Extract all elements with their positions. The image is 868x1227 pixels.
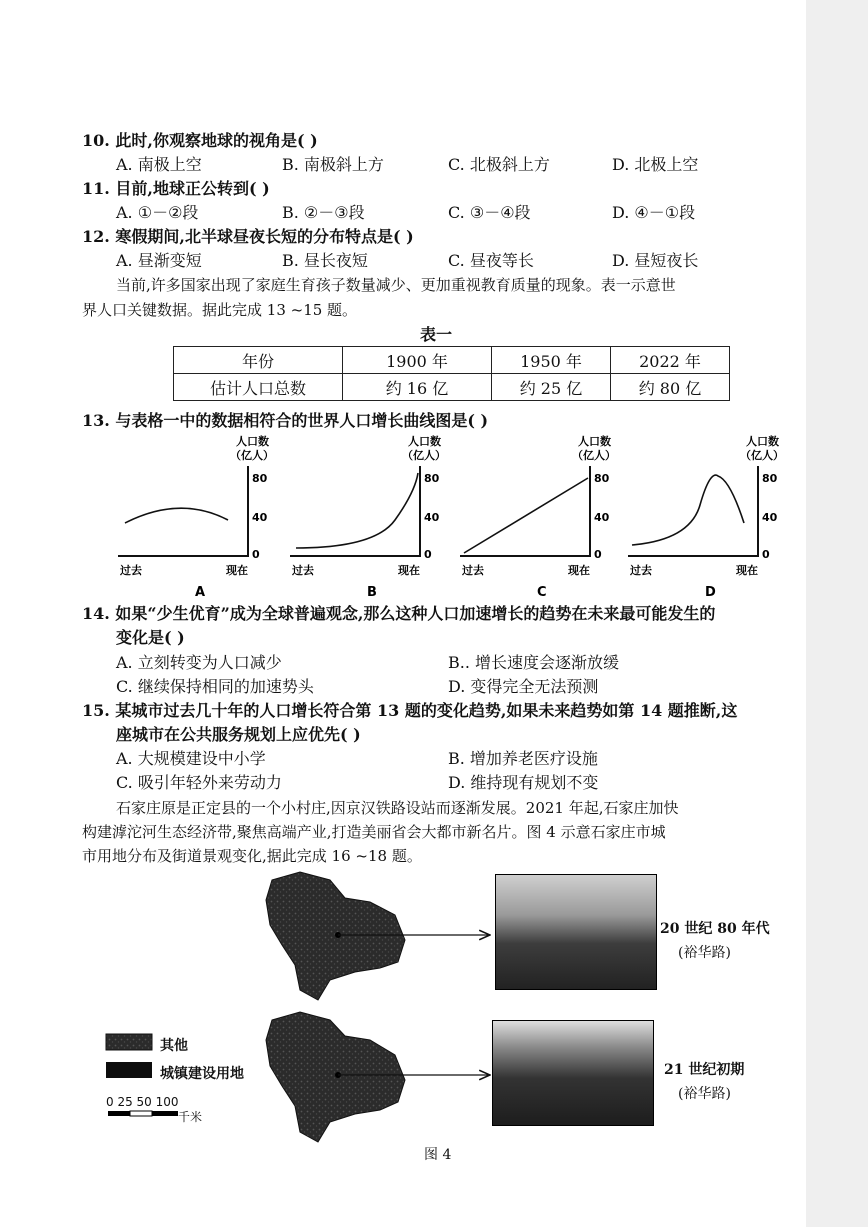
intro2-line1: 石家庄原是正定县的一个小村庄,因京汉铁路设站而逐渐发展。2021 年起,石家庄加快 — [116, 799, 679, 817]
table-cell: 约 25 亿 — [492, 374, 611, 401]
graph-yunit: （亿人） — [572, 449, 616, 462]
q11-option-a: A. ①－②段 — [116, 203, 199, 222]
intro1-line1: 当前,许多国家出现了家庭生育孩子数量减少、更加重视教育质量的现象。表一示意世 — [116, 276, 676, 294]
q11-option-c: C. ③－④段 — [448, 203, 531, 222]
graph-tick: 0 — [252, 548, 260, 561]
q11-stem: 11. 目前,地球正公转到( ) — [82, 179, 270, 198]
map-2000s — [266, 1012, 405, 1142]
q15-stem-line2: 座城市在公共服务规划上应优先( ) — [116, 725, 361, 744]
q13-stem: 13. 与表格一中的数据相符合的世界人口增长曲线图是( ) — [82, 411, 489, 430]
q10-option-a: A. 南极上空 — [116, 155, 202, 174]
photo-1980s-street — [495, 874, 657, 990]
table-cell: 2022 年 — [611, 347, 730, 374]
q12-option-a: A. 昼渐变短 — [116, 251, 202, 270]
q11-option-d: D. ④－①段 — [612, 203, 696, 222]
photo-2000s-street — [492, 1020, 654, 1126]
graph-yunit: （亿人） — [402, 449, 446, 462]
graph-tick: 40 — [252, 511, 268, 524]
legend-urban-label: 城镇建设用地 — [160, 1066, 244, 1082]
legend-swatch-urban — [106, 1062, 152, 1078]
table-cell: 估计人口总数 — [174, 374, 343, 401]
graph-tick: 0 — [594, 548, 602, 561]
q15-stem-line1: 15. 某城市过去几十年的人口增长符合第 13 题的变化趋势,如果未来趋势如第 14 题推断,这 — [82, 701, 738, 720]
caption-1980s-road: (裕华路) — [678, 945, 731, 961]
q12-option-c: C. 昼夜等长 — [448, 251, 534, 270]
q15-option-a: A. 大规模建设中小学 — [116, 749, 266, 768]
scale-bar — [108, 1111, 130, 1116]
graph-ylabel: 人口数 — [408, 435, 441, 448]
q10-option-b: B. 南极斜上方 — [282, 155, 384, 174]
graph-tick: 80 — [594, 472, 610, 485]
table-cell: 年份 — [174, 347, 343, 374]
graph-xstart: 过去 — [462, 564, 484, 577]
q12-option-b: B. 昼长夜短 — [282, 251, 368, 270]
graph-letter: C — [537, 585, 547, 600]
graph-tick: 0 — [762, 548, 770, 561]
intro2-line2: 构建滹沱河生态经济带,聚焦高端产业,打造美丽省会大都市新名片。图 4 示意石家庄市城 — [82, 823, 666, 841]
q10-option-d: D. 北极上空 — [612, 155, 699, 174]
intro2-line3: 市用地分布及街道景观变化,据此完成 16 ~18 题。 — [82, 847, 422, 865]
graph-tick: 40 — [594, 511, 610, 524]
caption-1980s: 20 世纪 80 年代 — [660, 921, 770, 937]
legend-other-label: 其他 — [160, 1038, 188, 1054]
graph-xend: 现在 — [226, 564, 248, 577]
scale-unit: 千米 — [178, 1110, 203, 1124]
q11-option-b: B. ②－③段 — [282, 203, 365, 222]
graph-tick: 80 — [252, 472, 268, 485]
graph-xstart: 过去 — [292, 564, 314, 577]
q15-option-b: B. 增加养老医疗设施 — [448, 749, 598, 768]
figure4-title: 图 4 — [424, 1147, 452, 1163]
q10-stem: 10. 此时,你观察地球的视角是( ) — [82, 131, 318, 150]
scale-label: 0 25 50 100 — [106, 1095, 179, 1109]
graph-yunit: （亿人） — [230, 449, 274, 462]
caption-2000s: 21 世纪初期 — [664, 1062, 745, 1078]
intro1-line2: 界人口关键数据。据此完成 13 ~15 题。 — [82, 301, 358, 319]
table-cell: 约 16 亿 — [343, 374, 492, 401]
graph-ylabel: 人口数 — [746, 435, 779, 448]
table-cell: 约 80 亿 — [611, 374, 730, 401]
q15-option-d: D. 维持现有规划不变 — [448, 773, 599, 792]
graph-tick: 0 — [424, 548, 432, 561]
q12-option-d: D. 昼短夜长 — [612, 251, 699, 270]
q14-option-b: B.. 增长速度会逐渐放缓 — [448, 653, 620, 672]
graph-xend: 现在 — [398, 564, 420, 577]
q14-option-c: C. 继续保持相同的加速势头 — [116, 677, 314, 696]
q14-stem-line1: 14. 如果“少生优育”成为全球普遍观念,那么这种人口加速增长的趋势在未来最可能发生的 — [82, 604, 716, 623]
graph-xend: 现在 — [736, 564, 758, 577]
graph-ylabel: 人口数 — [236, 435, 269, 448]
table1-title: 表一 — [420, 325, 453, 344]
caption-2000s-road: (裕华路) — [678, 1086, 731, 1102]
q12-stem: 12. 寒假期间,北半球昼夜长短的分布特点是( ) — [82, 227, 414, 246]
q10-option-c: C. 北极斜上方 — [448, 155, 550, 174]
graph-ylabel: 人口数 — [578, 435, 611, 448]
legend-swatch-other — [106, 1034, 152, 1050]
graph-letter: B — [367, 585, 377, 600]
q14-stem-line2: 变化是( ) — [116, 628, 185, 647]
graph-letter: D — [705, 585, 716, 600]
graph-letter: A — [195, 585, 206, 600]
graph-tick: 80 — [762, 472, 778, 485]
graph-xstart: 过去 — [120, 564, 142, 577]
table-cell: 1900 年 — [343, 347, 492, 374]
graph-tick: 80 — [424, 472, 440, 485]
table-cell: 1950 年 — [492, 347, 611, 374]
graph-xstart: 过去 — [630, 564, 652, 577]
q15-option-c: C. 吸引年轻外来劳动力 — [116, 773, 282, 792]
graph-tick: 40 — [424, 511, 440, 524]
q14-option-d: D. 变得完全无法预测 — [448, 677, 599, 696]
q14-option-a: A. 立刻转变为人口减少 — [116, 653, 282, 672]
graph-xend: 现在 — [568, 564, 590, 577]
graph-tick: 40 — [762, 511, 778, 524]
graph-yunit: （亿人） — [740, 449, 784, 462]
